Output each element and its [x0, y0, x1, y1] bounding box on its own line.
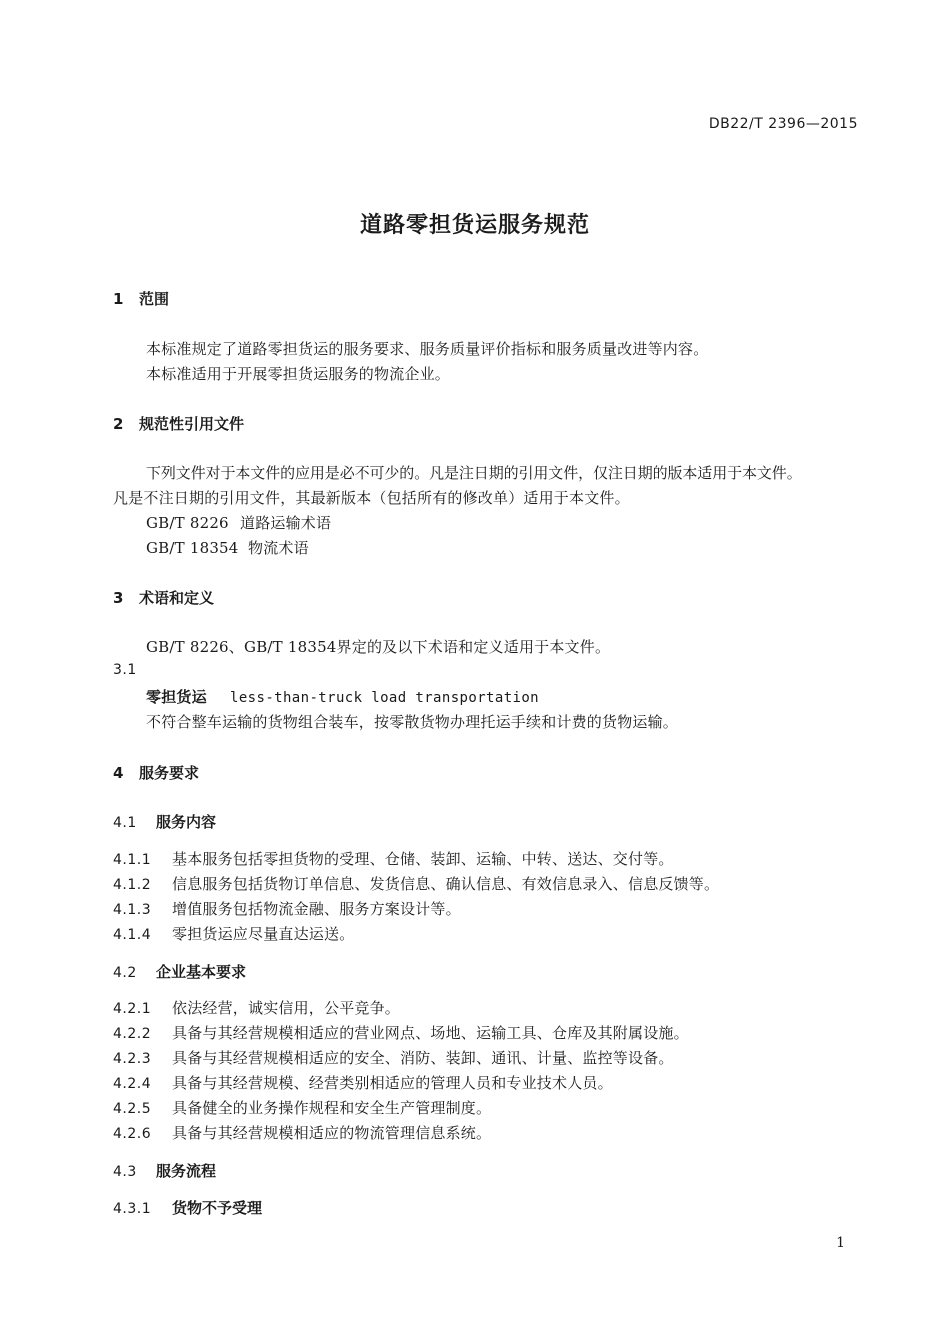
- section-title: 服务要求: [139, 764, 200, 782]
- subsection-title: 服务内容: [156, 813, 217, 831]
- clause-text: 依法经营，诚实信用，公平竞争。: [172, 999, 401, 1017]
- clause-text: 具备与其经营规模相适应的安全、消防、装卸、通讯、计量、监控等设备。: [172, 1049, 674, 1067]
- clause-text: 具备与其经营规模相适应的营业网点、场地、运输工具、仓库及其附属设施。: [172, 1024, 689, 1042]
- paragraph: GB/T 8226、GB/T 18354界定的及以下术语和定义适用于本文件。: [146, 638, 611, 656]
- section-1-heading: [113, 288, 169, 309]
- reference-name: 道路运输术语: [240, 514, 332, 532]
- paragraph: 凡是不注日期的引用文件，其最新版本（包括所有的修改单）适用于本文件。: [113, 489, 630, 507]
- reference-name: 物流术语: [248, 539, 309, 557]
- section-title: 范围: [139, 290, 170, 308]
- subsection-4-3-heading: [113, 1160, 216, 1181]
- clause-text: 具备与其经营规模、经营类别相适应的管理人员和专业技术人员。: [172, 1074, 613, 1092]
- clause-item: [113, 1122, 491, 1143]
- clause-text: 基本服务包括零担货物的受理、仓储、装卸、运输、中转、送达、交付等。: [172, 850, 674, 868]
- clause-text: 零担货运应尽量直达运送。: [172, 925, 355, 943]
- subsection-4-3-1-heading: [113, 1197, 262, 1218]
- section-title: 规范性引用文件: [139, 415, 245, 433]
- clause-number: 4.1.4: [113, 927, 152, 943]
- clause-number: 4.1.2: [113, 877, 152, 893]
- section-number: 2: [113, 415, 124, 433]
- clause-item: [113, 848, 674, 869]
- clause-item: [113, 923, 354, 944]
- clause-number: 4.1.3: [113, 902, 152, 918]
- section-3-heading: [113, 587, 214, 608]
- subsection-title: 货物不予受理: [172, 1199, 263, 1217]
- reference-code: GB/T 18354: [146, 539, 239, 557]
- subsection-number: 4.1: [113, 815, 137, 831]
- clause-item: [113, 873, 719, 894]
- reference-item: [146, 512, 331, 533]
- clause-text: 具备与其经营规模相适应的物流管理信息系统。: [172, 1124, 492, 1142]
- section-number: 1: [113, 290, 124, 308]
- clause-number: 4.2.4: [113, 1076, 152, 1092]
- clause-number: 4.2.5: [113, 1101, 152, 1117]
- clause-number: 4.1.1: [113, 852, 152, 868]
- clause-item: [113, 1047, 674, 1068]
- clause-number: 4.2.2: [113, 1026, 152, 1042]
- subsection-number: 4.3.1: [113, 1201, 152, 1217]
- clause-text: 增值服务包括物流金融、服务方案设计等。: [172, 900, 461, 918]
- page-number: 1: [836, 1235, 845, 1251]
- clause-number: 4.2.1: [113, 1001, 152, 1017]
- paragraph: 本标准适用于开展零担货运服务的物流企业。: [146, 365, 451, 383]
- term-english: less-than-truck load transportation: [230, 690, 540, 706]
- subsection-4-1-heading: [113, 811, 216, 832]
- subsection-title: 服务流程: [156, 1162, 217, 1180]
- section-number: 3: [113, 589, 124, 607]
- document-title: 道路零担货运服务规范: [359, 213, 590, 238]
- subsection-title: 企业基本要求: [156, 963, 247, 981]
- paragraph: 下列文件对于本文件的应用是必不可少的。凡是注日期的引用文件，仅注日期的版本适用于本文件。: [146, 464, 802, 482]
- standard-code: DB22/T 2396—2015: [708, 116, 858, 132]
- clause-item: [113, 997, 400, 1018]
- term-number: 3.1: [113, 662, 137, 678]
- reference-item: [146, 537, 309, 558]
- subsection-number: 4.2: [113, 965, 137, 981]
- subsection-4-2-heading: [113, 961, 246, 982]
- section-2-heading: [113, 413, 244, 434]
- paragraph: 本标准规定了道路零担货运的服务要求、服务质量评价指标和服务质量改进等内容。: [146, 340, 709, 358]
- term-chinese: 零担货运: [146, 688, 207, 706]
- clause-item: [113, 1072, 613, 1093]
- clause-item: [113, 898, 461, 919]
- term-definition: 不符合整车运输的货物组合装车，按零散货物办理托运手续和计费的货物运输。: [146, 713, 679, 731]
- clause-text: 具备健全的业务操作规程和安全生产管理制度。: [172, 1099, 492, 1117]
- clause-text: 信息服务包括货物订单信息、发货信息、确认信息、有效信息录入、信息反馈等。: [172, 875, 720, 893]
- clause-item: [113, 1022, 689, 1043]
- reference-code: GB/T 8226: [146, 514, 229, 532]
- term-heading: [146, 686, 539, 707]
- clause-item: [113, 1097, 491, 1118]
- clause-number: 4.2.6: [113, 1126, 152, 1142]
- section-4-heading: [113, 762, 199, 783]
- section-title: 术语和定义: [139, 589, 215, 607]
- clause-number: 4.2.3: [113, 1051, 152, 1067]
- section-number: 4: [113, 764, 124, 782]
- subsection-number: 4.3: [113, 1164, 137, 1180]
